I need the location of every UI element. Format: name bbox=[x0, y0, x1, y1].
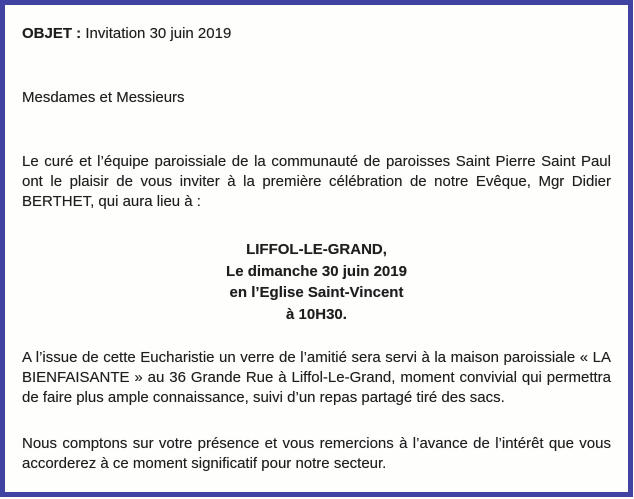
event-details-block bbox=[22, 239, 611, 325]
subject-value: Invitation 30 juin 2019 bbox=[85, 25, 232, 42]
event-date: Le dimanche 30 juin 2019 bbox=[226, 262, 407, 280]
event-time: à 10H30. bbox=[286, 305, 347, 323]
event-location: LIFFOL-LE-GRAND, bbox=[246, 241, 387, 258]
reception-paragraph: A l’issue de cette Eucharistie un verre de l’amitié sera servi à la maison paroissiale « LA BIENFAISANTE » au 36 Grande Rue à Liffol-Le-Grand, moment convivial qui permettra de faire plus ample connaissance, suivi d’un repas partagé tiré des sacs. bbox=[22, 349, 611, 406]
subject-label: OBJET : bbox=[22, 25, 82, 42]
salutation: Mesdames et Messieurs bbox=[22, 89, 185, 106]
closing-paragraph: Nous comptons sur votre présence et vous remercions à l’avance de l’intérêt que vous accorderez à ce moment significatif pour notre secteur. bbox=[22, 435, 611, 472]
event-venue: en l’Eglise Saint-Vincent bbox=[229, 284, 404, 301]
intro-paragraph: Le curé et l’équipe paroissiale de la communauté de paroisses Saint Pierre Saint Paul ont le plaisir de vous inviter à la première célébration de notre Evêque, Mgr Didier BERTHET, qui aura lieu à : bbox=[22, 153, 611, 210]
letter-body bbox=[5, 5, 628, 474]
subject-line bbox=[22, 24, 611, 44]
